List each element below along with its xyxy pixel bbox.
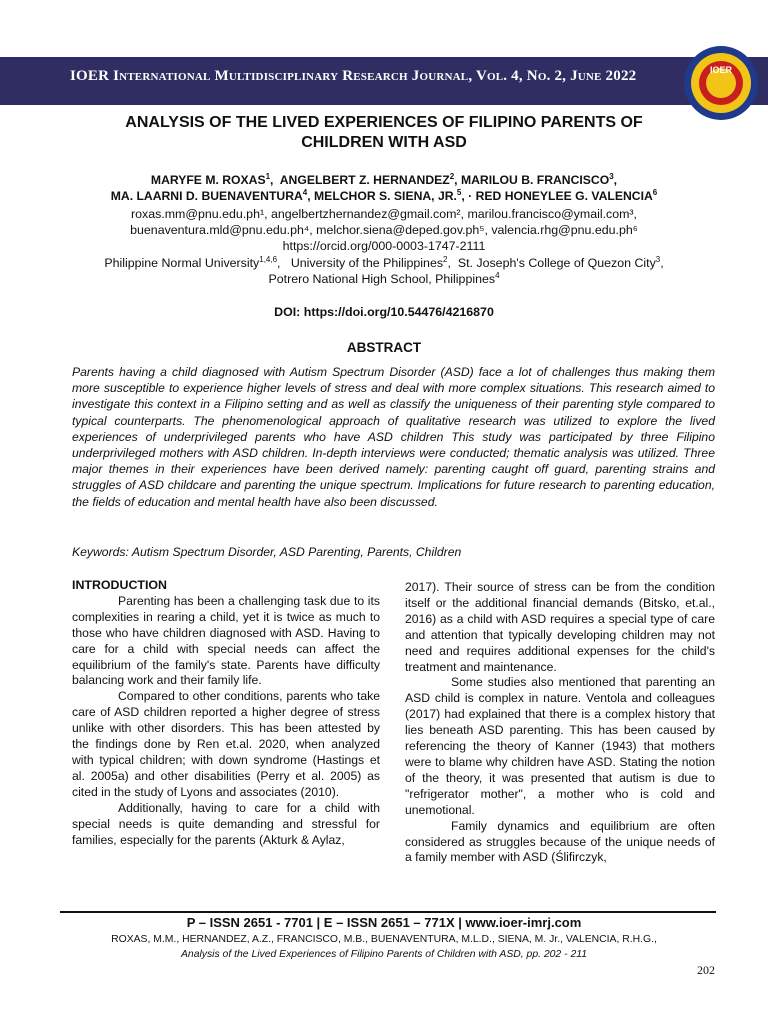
footer-rule	[60, 911, 716, 913]
affiliations: Philippine Normal University$^{1,4,6}$, University of the Philippines$^2$, St. Joseph's College of Quezon City$^3$, Potrero National High School, Philippines$^4$	[104, 254, 664, 286]
author-emails: roxas.mm@pnu.edu.ph¹, angelbertzhernandez@gmail.com², marilou.francisco@ymail.com³, buenaventura.mld@pnu.edu.ph⁴, melchor.siena@deped.gov.ph⁵, valencia.rhg@pnu.edu.ph⁶ https://orcid.org/000-0003-1747-2111	[40, 206, 728, 254]
orcid-link: https://orcid.org/000-0003-1747-2111	[282, 239, 486, 253]
paragraph: Family dynamics and equilibrium are often considered as struggles because of the unique needs of a family member with ASD (Ślifirczyk,	[405, 818, 715, 865]
abstract-heading: ABSTRACT	[346, 340, 422, 355]
introduction-heading: INTRODUCTION	[72, 578, 167, 592]
citation-title: Analysis of the Lived Experiences of Filipino Parents of Children with ASD, pp. 202 - 211	[180, 949, 588, 960]
ioer-logo	[683, 45, 759, 121]
paragraph: Some studies also mentioned that parenting an ASD child is complex in nature. Ventola and colleagues (2017) had explained that there is a complex history that lies beneath ASD parenting. This has been caused by referencing the theory of Kanner (1943) that mothers were to blame why children have ASD. Stating the notion of the theory, it was presented that autism is due to "refrigerator mother", a mother who is cold and unemotional.	[405, 675, 715, 817]
abstract-text: Parents having a child diagnosed with Autism Spectrum Disorder (ASD) face a lot of challenges thus making them more susceptible to experience higher levels of stress and deal with more complex situations. This research aimed to investigate this context in a Filipino setting and as well as classify the uniqueness of their parenting style compared to typical counterparts. The phenomenological approach of qualitative research was utilized to explore the lived experiences of underprivileged parents who have ASD children This study was participated by three Filipino underprivileged mothers with ASD children. In-depth interviews were conducted; thematic analysis was utilized. Three major themes in their experiences have been derived namely: parenting caught off guard, parenting strains and struggles of ASD childcare and parenting the unique spectrum. Implications for future research to parenting education, the fields of education and mental health have also been discussed.	[72, 365, 715, 509]
citation-authors: ROXAS, M.M., HERNANDEZ, A.Z., FRANCISCO, M.B., BUENAVENTURA, M.L.D., SIENA, M. Jr., VALENCIA, R.H.G.,	[111, 934, 657, 945]
keywords: Keywords: Autism Spectrum Disorder, ASD Parenting, Parents, Children	[72, 545, 462, 559]
author-list: MARYFE M. ROXAS$^1$, ANGELBERT Z. HERNANDEZ$^2$, MARILOU B. FRANCISCO$^3$, MA. LAARNI D. BUENAVENTURA$^4$, MELCHOR S. SIENA, JR.$^5$, · RED HONEYLEE G. VALENCIA$^6$	[110, 171, 658, 203]
logo-text: IOER	[709, 65, 733, 75]
paper-title: ANALYSIS OF THE LIVED EXPERIENCES OF FILIPINO PARENTS OF CHILDREN WITH ASD	[125, 114, 643, 151]
paragraph: Compared to other conditions, parents who take care of ASD children reported a higher degree of stress unlike with other disorders. This has been attested by the findings done by Ren et.al. 2020, when analyzed with typical children; with down syndrome (Hastings et al. 2005a) and other disabilities (Perry et al. 2005) as cited in the study of Lyons and associates (2010).	[72, 689, 380, 799]
paragraph: Parenting has been a challenging task due to its complexities in rearing a child, yet it is twice as much to those who have children diagnosed with ASD. Having to care for a child with special needs can affect the equilibrium of the family's state. Parents have difficulty balancing work and their family life.	[72, 593, 380, 688]
left-column	[72, 578, 380, 848]
doi-link[interactable]: DOI: https://doi.org/10.54476/4216870	[274, 305, 494, 319]
issn-line: P – ISSN 2651 - 7701 | E – ISSN 2651 – 771X | www.ioer-imrj.com	[186, 915, 582, 930]
page-number: 202	[697, 963, 715, 977]
paragraph: Additionally, having to care for a child with special needs is quite demanding and stressful for families, especially for the parents (Akturk & Aylaz,	[72, 800, 380, 847]
right-column	[405, 580, 715, 866]
journal-title: IOER International Multidisciplinary Research Journal, Vol. 4, No. 2, June 2022	[70, 68, 637, 84]
paragraph: 2017). Their source of stress can be from the condition itself or the additional financial demands (Bitsko, et.al., 2016) as a child with ASD requires a special type of care and attention that typically developing children may not need and requires additional expenses for the child's treatment and maintenance.	[405, 580, 715, 674]
